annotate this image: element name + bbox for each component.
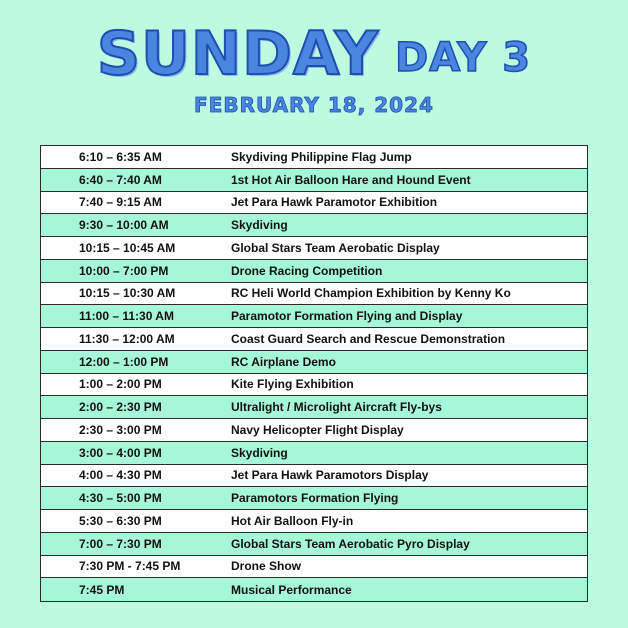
schedule-row bbox=[41, 510, 587, 533]
schedule-time: 11:30 – 12:00 AM bbox=[79, 331, 175, 346]
schedule-table bbox=[40, 145, 588, 602]
schedule-time: 6:10 – 6:35 AM bbox=[79, 149, 162, 164]
schedule-time: 4:00 – 4:30 PM bbox=[79, 468, 162, 483]
schedule-event: Jet Para Hawk Paramotor Exhibition bbox=[231, 195, 438, 210]
schedule-row bbox=[41, 328, 587, 351]
title-line bbox=[0, 19, 628, 89]
schedule-event: Drone Racing Competition bbox=[231, 263, 383, 278]
schedule-event: 1st Hot Air Balloon Hare and Hound Event bbox=[231, 172, 471, 187]
schedule-row bbox=[41, 214, 587, 237]
schedule-event: Navy Helicopter Flight Display bbox=[231, 422, 404, 437]
schedule-event: Musical Performance bbox=[231, 582, 352, 597]
schedule-event: Global Stars Team Aerobatic Pyro Display bbox=[231, 536, 470, 551]
schedule-event: Jet Para Hawk Paramotors Display bbox=[231, 468, 429, 483]
schedule-event: RC Heli World Champion Exhibition by Kenny Ko bbox=[231, 286, 511, 301]
schedule-row bbox=[41, 442, 587, 465]
schedule-event: Coast Guard Search and Rescue Demonstration bbox=[231, 331, 506, 346]
day-label: DAY 3 bbox=[395, 35, 532, 81]
schedule-time: 1:00 – 2:00 PM bbox=[79, 377, 162, 392]
schedule-event: Skydiving Philippine Flag Jump bbox=[231, 149, 412, 164]
schedule-row bbox=[41, 237, 587, 260]
schedule-row bbox=[41, 260, 587, 283]
schedule-time: 10:00 – 7:00 PM bbox=[79, 263, 169, 278]
schedule-event: Kite Flying Exhibition bbox=[231, 377, 354, 392]
schedule-row bbox=[41, 578, 587, 601]
schedule-row bbox=[41, 283, 587, 306]
schedule-event: Ultralight / Microlight Aircraft Fly-bys bbox=[231, 400, 442, 415]
schedule-event: Skydiving bbox=[231, 445, 288, 460]
schedule-row bbox=[41, 533, 587, 556]
schedule-row bbox=[41, 419, 587, 442]
schedule-time: 5:30 – 6:30 PM bbox=[79, 513, 162, 528]
schedule-row bbox=[41, 556, 587, 579]
schedule-row bbox=[41, 465, 587, 488]
schedule-time: 10:15 – 10:30 AM bbox=[79, 286, 176, 301]
schedule-row bbox=[41, 374, 587, 397]
page-title: SUNDAY bbox=[96, 19, 380, 89]
schedule-event: Drone Show bbox=[231, 559, 302, 574]
schedule-event: RC Airplane Demo bbox=[231, 354, 336, 369]
schedule-row bbox=[41, 169, 587, 192]
schedule-row bbox=[41, 192, 587, 215]
schedule-row bbox=[41, 305, 587, 328]
schedule-row bbox=[41, 351, 587, 374]
schedule-time: 10:15 – 10:45 AM bbox=[79, 240, 176, 255]
schedule-event: Skydiving bbox=[231, 218, 288, 233]
schedule-event: Hot Air Balloon Fly-in bbox=[231, 513, 354, 528]
schedule-row bbox=[41, 487, 587, 510]
event-date: FEBRUARY 18, 2024 bbox=[194, 93, 434, 117]
schedule-row bbox=[41, 396, 587, 419]
schedule-time: 2:30 – 3:00 PM bbox=[79, 422, 162, 437]
schedule-time: 6:40 – 7:40 AM bbox=[79, 172, 162, 187]
schedule-time: 12:00 – 1:00 PM bbox=[79, 354, 169, 369]
schedule-time: 9:30 – 10:00 AM bbox=[79, 218, 169, 233]
schedule-time: 11:00 – 11:30 AM bbox=[79, 309, 174, 324]
schedule-time: 3:00 – 4:00 PM bbox=[79, 445, 162, 460]
schedule-event: Global Stars Team Aerobatic Display bbox=[231, 240, 440, 255]
schedule-time: 7:45 PM bbox=[79, 582, 125, 597]
schedule-row bbox=[41, 146, 587, 169]
schedule-time: 7:00 – 7:30 PM bbox=[79, 536, 162, 551]
schedule-time: 4:30 – 5:00 PM bbox=[79, 491, 162, 506]
schedule-time: 7:30 PM - 7:45 PM bbox=[79, 559, 181, 574]
schedule-time: 2:00 – 2:30 PM bbox=[79, 400, 162, 415]
schedule-event: Paramotors Formation Flying bbox=[231, 491, 399, 506]
header bbox=[0, 0, 628, 140]
schedule-time: 7:40 – 9:15 AM bbox=[79, 195, 162, 210]
schedule-event: Paramotor Formation Flying and Display bbox=[231, 309, 463, 324]
